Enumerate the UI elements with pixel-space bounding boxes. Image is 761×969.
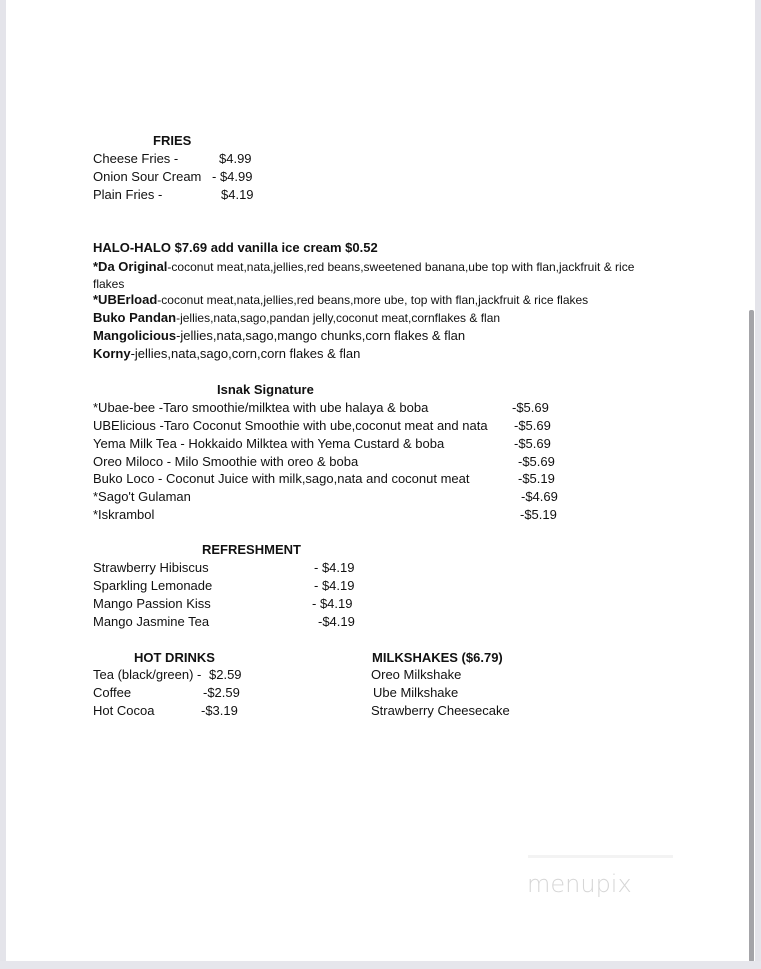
menu-item-price: -$5.69 [518,454,555,469]
menu-item-name: *Iskrambol [93,507,155,522]
fries-title: FRIES [153,133,192,148]
menu-item-name: UBElicious -Taro Coconut Smoothie with ube,coconut meat and nata [93,418,488,433]
menu-item-price: -$5.69 [514,436,551,451]
menu-item-name: Buko Loco - Coconut Juice with milk,sago,nata and coconut meat [93,471,470,486]
menu-item-name: Plain Fries - [93,187,163,202]
hot-drinks-title: HOT DRINKS [134,650,215,665]
menu-item [93,346,360,362]
menu-item-desc-cont: flakes [93,277,125,291]
menu-item-price: -$2.59 [203,685,240,700]
menu-item-desc: -jellies,nata,sago,corn,corn flakes & flan [130,346,361,361]
menu-item-name: Mango Passion Kiss [93,596,211,611]
menu-item-price: $2.59 [209,667,242,682]
milkshakes-title: MILKSHAKES ($6.79) [372,650,503,665]
menu-item-name: Onion Sour Cream [93,169,202,184]
menu-item-name: Coffee [93,685,132,700]
menu-item-name: *Ubae-bee -Taro smoothie/milktea with ube halaya & boba [93,400,429,415]
menu-item-desc: -coconut meat,nata,jellies,red beans,more ube, top with flan,jackfruit & rice flakes [157,293,589,307]
menu-item-name: Strawberry Hibiscus [93,560,209,575]
menu-item-price: $4.19 [221,187,254,202]
menu-item-name: Oreo Miloco - Milo Smoothie with oreo & boba [93,454,359,469]
menu-item-name: Yema Milk Tea - Hokkaido Milktea with Yema Custard & boba [93,436,445,451]
menu-item [93,259,634,275]
menu-item-name: Mango Jasmine Tea [93,614,210,629]
menu-item-name: Korny [93,346,131,361]
menu-item-price: -$4.69 [521,489,558,504]
menu-item-price: - $4.19 [312,596,353,611]
menu-item-name: Hot Cocoa [93,703,155,718]
page-bottom-border [0,961,761,969]
menu-item-desc: -coconut meat,nata,jellies,red beans,sweetened banana,ube top with flan,jackfruit & rice [167,260,635,274]
menu-item-price: -$4.19 [318,614,355,629]
refreshment-title: REFRESHMENT [202,542,301,557]
menu-item-name: Sparkling Lemonade [93,578,213,593]
halo-halo-title: HALO-HALO $7.69 add vanilla ice cream $0.52 [93,240,378,255]
menu-item [93,328,465,344]
menu-item-name: Tea (black/green) - [93,667,202,682]
menu-item-name: Strawberry Cheesecake [371,703,510,718]
signature-title: Isnak Signature [217,382,314,397]
menu-item-name: *Da Original [93,259,168,274]
menu-item-name: Buko Pandan [93,310,177,325]
menu-item [93,292,588,308]
menu-item-name: Cheese Fries - [93,151,179,166]
watermark-line [528,855,673,858]
menu-item-price: -$5.69 [512,400,549,415]
menu-item-name: Oreo Milkshake [371,667,462,682]
menu-item-name: *UBErload [93,292,158,307]
menu-item-price: -$5.69 [514,418,551,433]
menu-item-price: -$3.19 [201,703,238,718]
menu-item-desc: -jellies,nata,sago,mango chunks,corn flakes & flan [176,328,466,343]
scrollbar-track[interactable] [755,0,761,969]
menu-item-price: -$5.19 [518,471,555,486]
watermark-logo: menupix [527,870,632,898]
menu-item-price: - $4.19 [314,578,355,593]
menu-item-price: $4.99 [219,151,252,166]
menu-item-price: - $4.19 [314,560,355,575]
scrollbar-thumb[interactable] [749,310,754,962]
menu-item-name: *Sago't Gulaman [93,489,191,504]
menu-item-name: Mangolicious [93,328,177,343]
menu-item-price: - $4.99 [212,169,253,184]
menu-item-desc: -jellies,nata,sago,pandan jelly,coconut meat,cornflakes & flan [176,311,501,325]
menu-item [93,310,500,326]
menu-item-price: -$5.19 [520,507,557,522]
menu-item-name: Ube Milkshake [373,685,459,700]
